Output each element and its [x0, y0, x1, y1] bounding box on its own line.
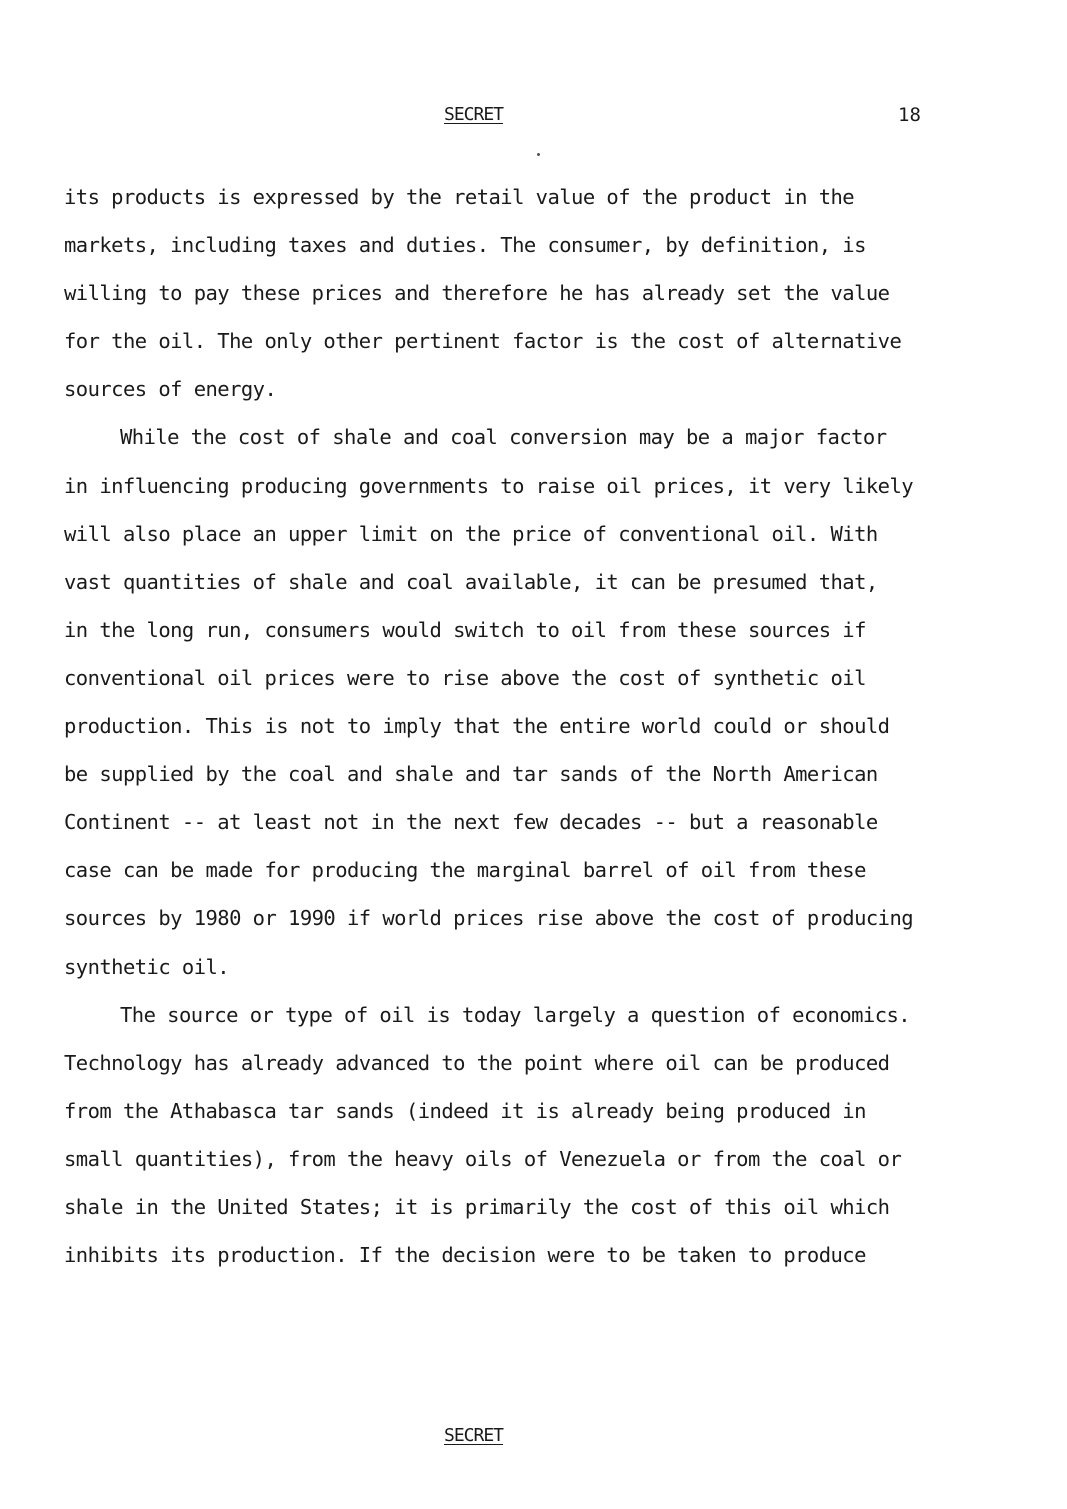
text-line: Continent -- at least not in the next few decades -- but a reasonable — [64, 810, 878, 835]
text-line: will also place an upper limit on the price of conventional oil. With — [64, 521, 878, 546]
text-line: sources by 1980 or 1990 if world prices rise above the cost of producing — [64, 906, 914, 931]
text-line: from the Athabasca tar sands (indeed it is already being produced in — [64, 1098, 866, 1123]
text-line: be supplied by the coal and shale and tar sands of the North American — [64, 762, 878, 787]
text-line: shale in the United States; it is primarily the cost of this oil which — [64, 1194, 890, 1219]
header-classification-marking: SECRET — [444, 104, 504, 125]
text-line: sources of energy. — [64, 377, 277, 402]
footer-classification-marking: SECRET — [444, 1425, 504, 1446]
text-line: case can be made for producing the marginal barrel of oil from these — [64, 858, 866, 883]
text-line: in the long run, consumers would switch to oil from these sources if — [64, 617, 866, 642]
text-line: markets, including taxes and duties. The consumer, by definition, is — [64, 233, 866, 258]
text-line: its products is expressed by the retail value of the product in the — [64, 185, 855, 209]
text-line: willing to pay these prices and therefore he has already set the value — [64, 281, 890, 306]
text-line: in influencing producing governments to raise oil prices, it very likely — [64, 473, 914, 498]
text-line: Technology has already advanced to the point where oil can be produced — [64, 1050, 890, 1075]
text-line: production. This is not to imply that the entire world could or should — [64, 714, 890, 739]
page-number: 18 — [898, 104, 921, 126]
text-line: conventional oil prices were to rise above the cost of synthetic oil — [64, 665, 866, 690]
text-line: for the oil. The only other pertinent factor is the cost of alternative — [64, 329, 902, 354]
text-line: vast quantities of shale and coal available, it can be presumed that, — [64, 569, 878, 594]
text-line: small quantities), from the heavy oils of Venezuela or from the coal or — [64, 1146, 902, 1171]
paragraph-start-line: The source or type of oil is today largely a question of economics. — [120, 1002, 911, 1027]
text-line: synthetic oil. — [64, 954, 230, 979]
paragraph-start-line: While the cost of shale and coal conversion may be a major factor — [120, 425, 887, 450]
text-line: inhibits its production. If the decision were to be taken to produce — [64, 1243, 866, 1268]
body-text — [64, 173, 944, 1279]
scan-speck — [537, 153, 540, 156]
